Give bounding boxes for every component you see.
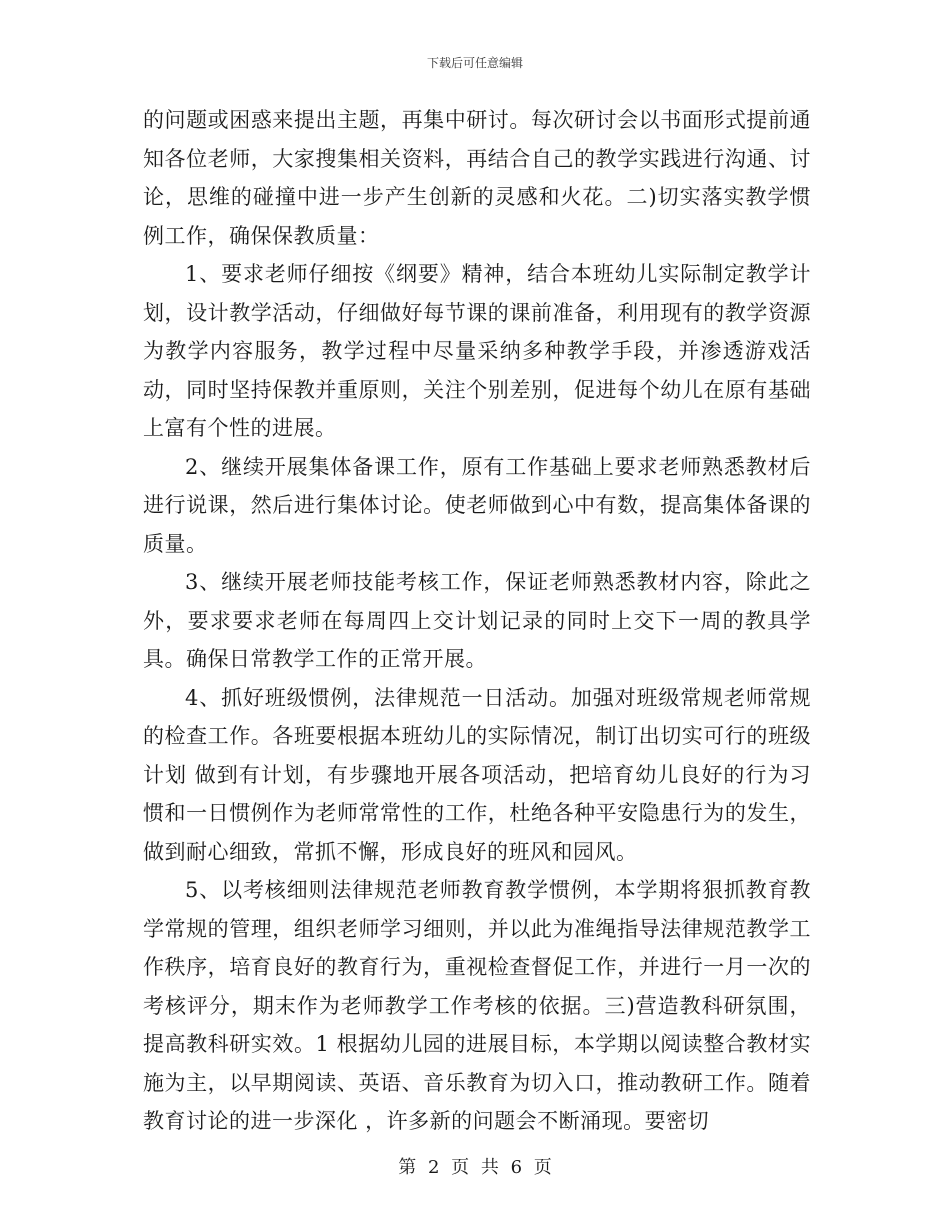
page-header-note: 下载后可任意编辑 [426, 56, 523, 70]
paragraph-item-3: 3、继续开展老师技能考核工作，保证老师熟悉教材内容，除此之外，要求要求老师在每周四上交计划记录的同时上交下一周的教具学具。确保日常教学工作的正常开展。 [143, 570, 811, 671]
paragraph-continuation: 的问题或困惑来提出主题，再集中研讨。每次研讨会以书面形式提前通知各位老师，大家搜集相关资料，再结合自己的教学实践进行沟通、讨论，思维的碰撞中进一步产生创新的灵感和火花。二)切实落实教学惯例工作，确保保教质量： [143, 108, 811, 248]
page-number: 第 2 页 共 6 页 [398, 1157, 552, 1178]
paragraph-item-5: 5、以考核细则法律规范老师教育教学惯例，本学期将狠抓教育教学常规的管理，组织老师学习细则，并以此为准绳指导法律规范教学工作秩序，培育良好的教育行为，重视检查督促工作，并进行一月一次的考核评分，期末作为老师教学工作考核的依据。三)营造教科研氛围，提高教科研实效。1 根据幼儿园的进展目标，本学期以阅读整合教材实施为主，以早期阅读、英语、音乐教育为切入口，推动教研工作。随着教育讨论的进一步深化 ，许多新的问题会不断涌现。要密切 [143, 878, 811, 1133]
paragraph-item-1: 1、要求老师仔细按《纲要》精神，结合本班幼儿实际制定教学计划，设计教学活动，仔细做好每节课的课前准备，利用现有的教学资源为教学内容服务，教学过程中尽量采纳多种教学手段，并渗透游戏活动，同时坚持保教并重原则，关注个别差别，促进每个幼儿在原有基础上富有个性的进展。 [143, 262, 811, 440]
paragraph-item-4: 4、抓好班级惯例，法律规范一日活动。加强对班级常规老师常规的检查工作。各班要根据本班幼儿的实际情况，制订出切实可行的班级计划 做到有计划，有步骤地开展各项活动，把培育幼儿良好的行为习惯和一日惯例作为老师常常性的工作，杜绝各种平安隐患行为的发生，做到耐心细致，常抓不懈，形成良好的班风和园风。 [143, 685, 811, 864]
paragraph-item-2: 2、继续开展集体备课工作，原有工作基础上要求老师熟悉教材后进行说课，然后进行集体讨论。使老师做到心中有数，提高集体备课的质量。 [143, 454, 811, 556]
document-body [143, 101, 811, 1141]
